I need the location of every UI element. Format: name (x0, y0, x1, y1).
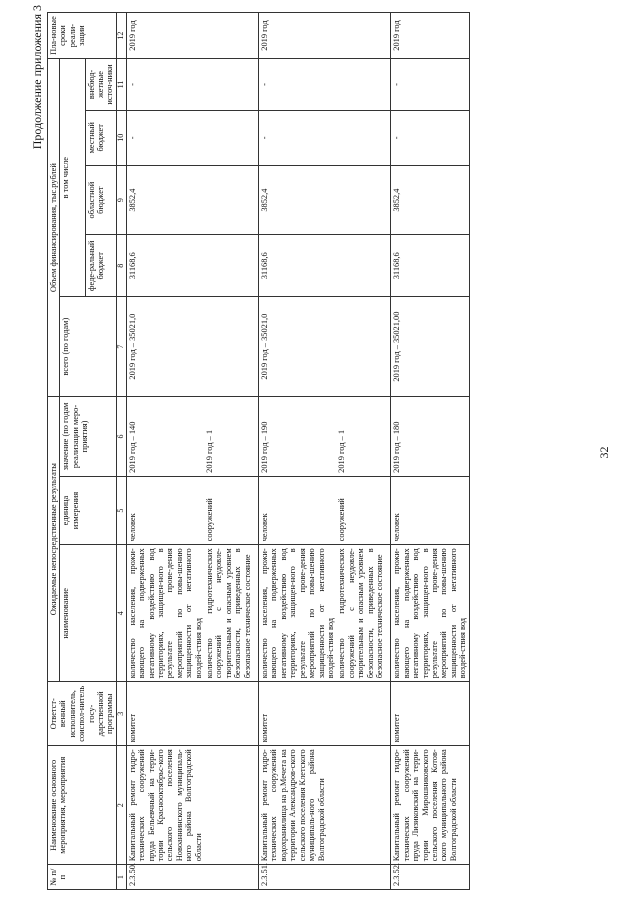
extra-budget: - (259, 59, 391, 111)
result-name: количество гидротехнических сооружений с неудовле-творительным и опасным уровнем безопасности, приведенных в безопасное техническое состояние (336, 545, 391, 682)
header-total: всего (по годам) (60, 297, 116, 397)
column-number: 12 (116, 13, 126, 59)
header-result-name: наименование (60, 545, 116, 682)
local-budget: - (126, 110, 258, 165)
result-name: количество населения, прожи-вающего на подверженных негативному воздействию вод территориях, защищен-ного в результате прове-дения мероприятий по повы-шению защищенности от негативного воздей-ствия вод (126, 545, 204, 682)
implementation-term: 2019 год (259, 13, 391, 59)
measure-name: Капитальный ремонт гидро-технических сооружений пруда Бельевчный на терри-тории Краснооктябрьс-кого сельского поселения Новоаннинского муниципаль-ного района Волгоградской области (126, 746, 258, 865)
result-value: 2019 год – 1 (204, 397, 259, 477)
result-value: 2019 год – 180 (391, 397, 469, 477)
row-number: 2.3.50. (126, 865, 258, 890)
federal-budget: 31168,6 (391, 235, 469, 297)
implementation-term: 2019 год (126, 13, 258, 59)
result-value: 2019 год – 1 (336, 397, 391, 477)
total-amount: 2019 год – 35021,0 (259, 297, 391, 397)
header-executor: Ответст-венный исполнитель, соиспол-нитель госу-дарственной программы (48, 682, 117, 746)
measures-table (47, 12, 470, 890)
local-budget: - (391, 110, 469, 165)
header-local: местный бюджет (85, 110, 116, 165)
table-row (259, 13, 337, 890)
federal-budget: 31168,6 (126, 235, 258, 297)
local-budget: - (259, 110, 391, 165)
column-number: 1 (116, 865, 126, 890)
result-unit: сооружений (204, 476, 259, 544)
header-measure-name: Наименование основного мероприятия, мероприятия (48, 746, 117, 865)
header-num: № п/п (48, 865, 117, 890)
header-in-that-number: в том числе (60, 59, 85, 297)
header-value: значение (по годам реализации меро-приятия) (60, 397, 116, 477)
table-row (126, 13, 204, 890)
header-federal: феде-ральный бюджет (85, 235, 116, 297)
regional-budget: 3852,4 (259, 165, 391, 235)
row-number: 2.3.51. (259, 865, 391, 890)
total-amount: 2019 год – 35021,0 (126, 297, 258, 397)
result-unit: человек (259, 476, 337, 544)
federal-budget: 31168,6 (259, 235, 391, 297)
column-number: 3 (116, 682, 126, 746)
total-amount: 2019 год – 35021,00 (391, 297, 469, 397)
column-number: 6 (116, 397, 126, 477)
column-number: 5 (116, 476, 126, 544)
table-row (391, 13, 469, 890)
measure-name: Капитальный ремонт гидро-технических сооружений водохранилища на р.Мечета на территории Александров-ского сельского поселения Клетского муниципаль-ного района Волгоградской области (259, 746, 391, 865)
extra-budget: - (391, 59, 469, 111)
header-term: Пла-новые сроки реали-зации (48, 13, 117, 59)
result-unit: сооружений (336, 476, 391, 544)
result-name: количество населения, прожи-вающего на подверженных негативному воздействию вод территориях, защищен-ного в результате прове-дения мероприятий по повы-шению защищенности от негативного воздей-ствия вод (259, 545, 337, 682)
column-number: 11 (116, 59, 126, 111)
executor: комитет (126, 682, 258, 746)
result-value: 2019 год – 190 (259, 397, 337, 477)
column-number: 9 (116, 165, 126, 235)
extra-budget: - (126, 59, 258, 111)
column-number-row (116, 13, 126, 890)
regional-budget: 3852,4 (126, 165, 258, 235)
continuation-label: Продолжение приложения 3 (30, 5, 44, 150)
executor: комитет (259, 682, 391, 746)
header-results-group: Ожидаемые непосредственные результаты (48, 397, 60, 682)
header-regional: областной бюджет (85, 165, 116, 235)
result-name: количество гидротехнических сооружений с неудовле-творительным и опасным уровнем безопасности, приведенных в безопасное техническое состояние (204, 545, 259, 682)
regional-budget: 3852,4 (391, 165, 469, 235)
header-finance-group: Объем финансирования, тыс.рублей (48, 59, 60, 397)
result-unit: человек (391, 476, 469, 544)
result-name: количество населения, прожи-вающего на подверженных негативному воздействию вод территориях, защищен-ного в результате прове-дения мероприятий по повы-шению защищенности от негативного воздей-ствия вод (391, 545, 469, 682)
column-number: 10 (116, 110, 126, 165)
header-unit: единица измерения (60, 476, 116, 544)
measure-name: Капитальный ремонт гидро-технических сооружений пруда Лизиковский на терри-тории Мирошниковского сельского поселения Котов-ского муниципального района Волгоградской области (391, 746, 469, 865)
page-number: 32 (597, 446, 611, 459)
column-number: 7 (116, 297, 126, 397)
column-number: 4 (116, 545, 126, 682)
header-extra: внебюд-жетные источ-ники (85, 59, 116, 111)
header-row-1 (48, 13, 60, 890)
result-unit: человек (126, 476, 204, 544)
implementation-term: 2019 год (391, 13, 469, 59)
column-number: 2 (116, 746, 126, 865)
executor: комитет (391, 682, 469, 746)
result-value: 2019 год – 140 (126, 397, 204, 477)
column-number: 8 (116, 235, 126, 297)
row-number: 2.3.52. (391, 865, 469, 890)
